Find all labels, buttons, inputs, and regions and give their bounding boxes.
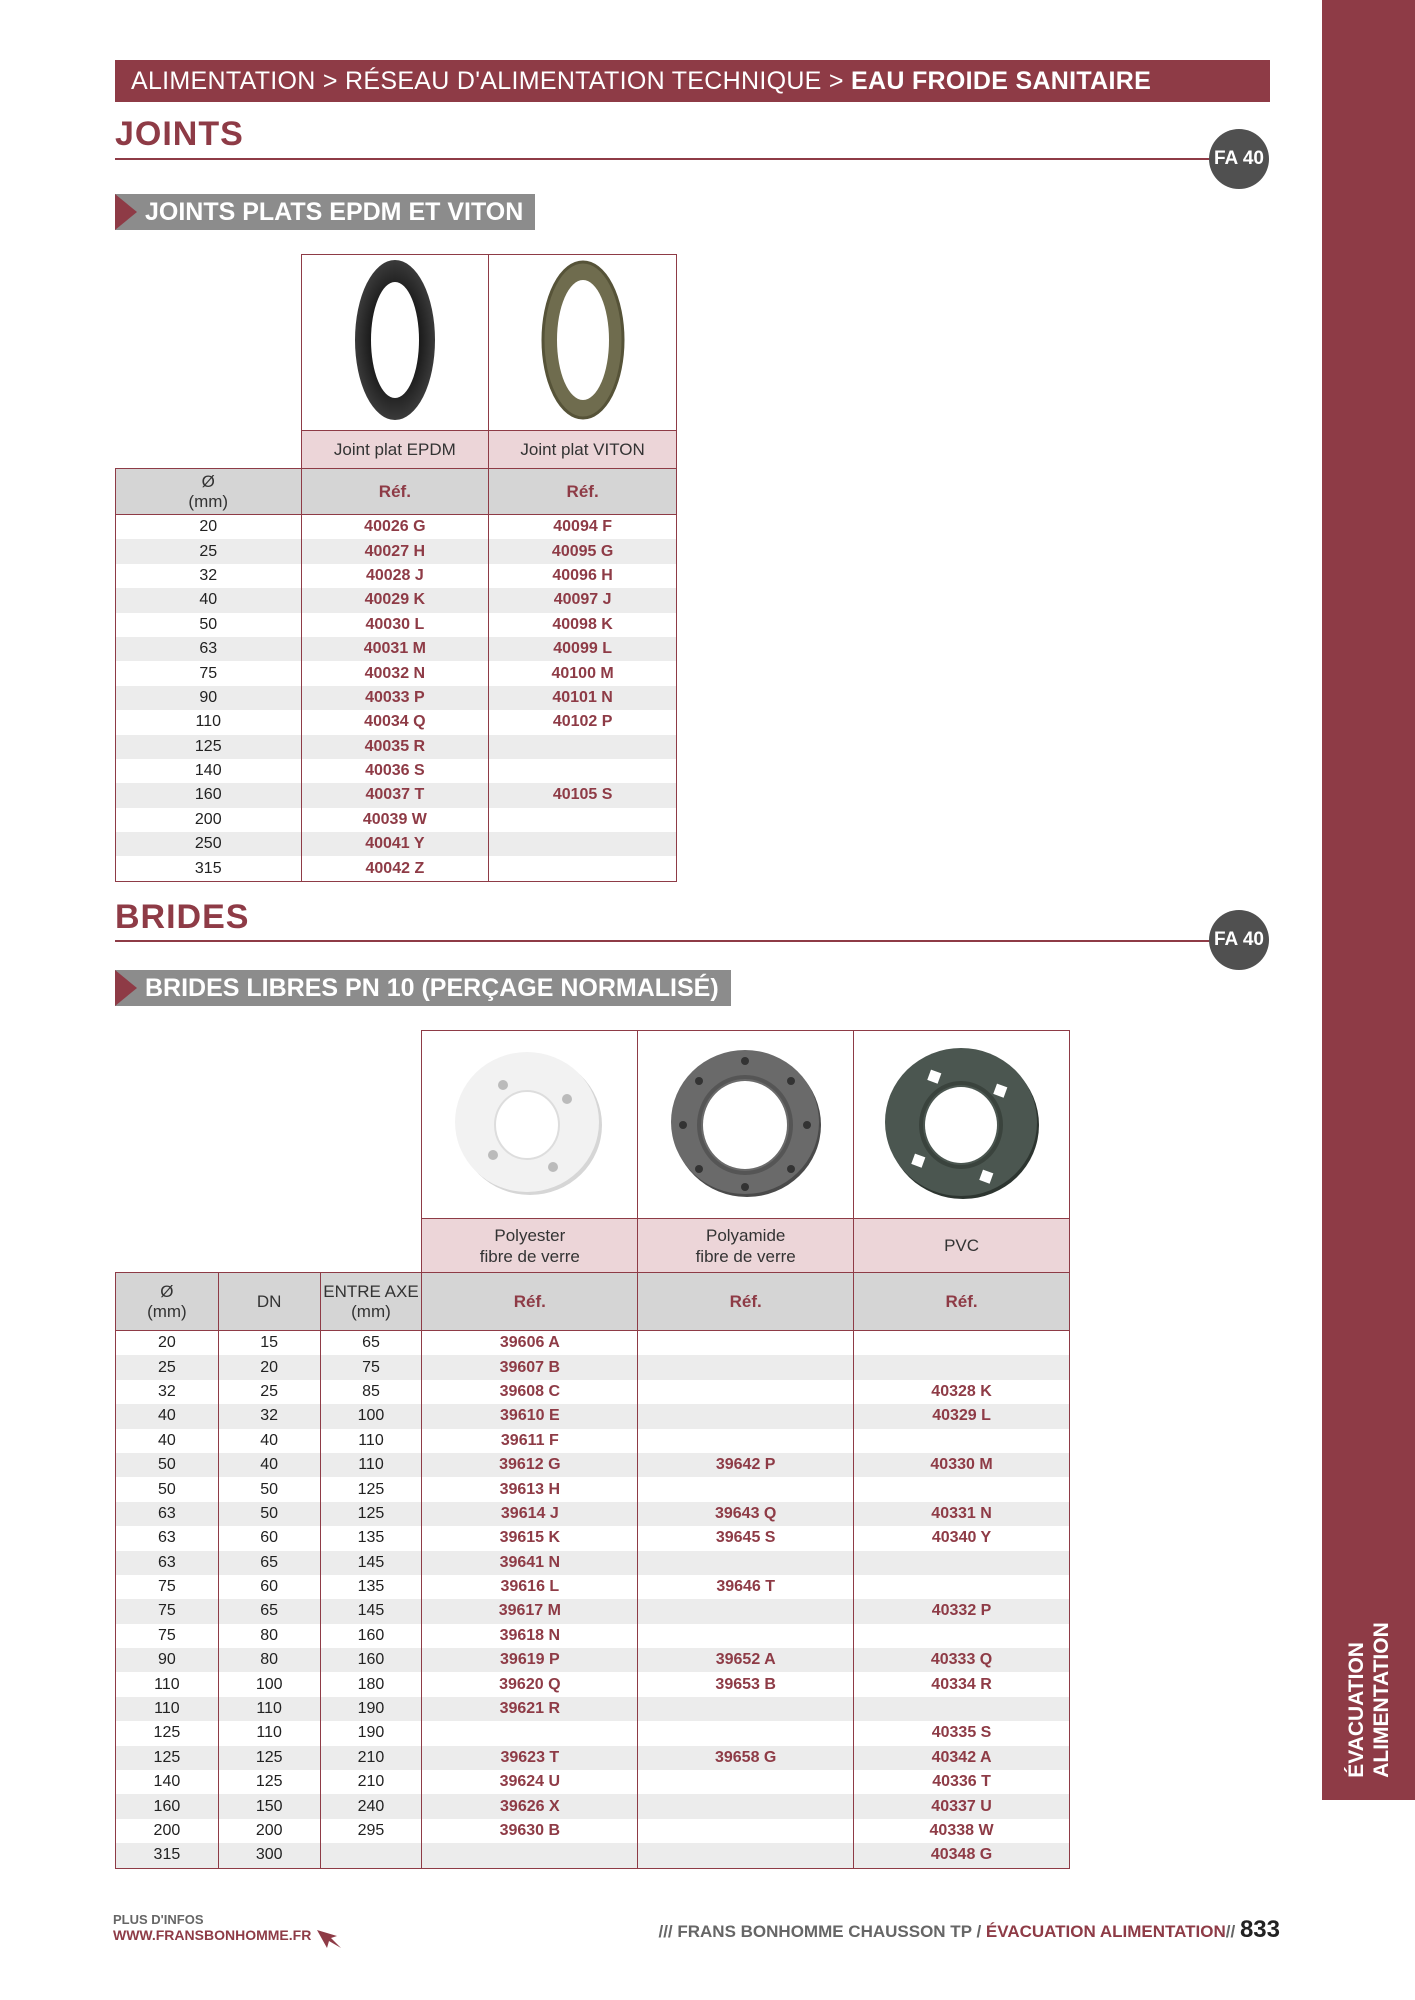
table-row [116, 1843, 1070, 1868]
table-row [116, 1551, 1070, 1575]
ref-cell [638, 1819, 854, 1843]
ref-cell: 40036 S [301, 759, 489, 783]
ref-cell: 39618 N [422, 1624, 638, 1648]
table-row [116, 856, 677, 881]
side-tab-label [1322, 1600, 1415, 1800]
value-cell: 40 [218, 1453, 320, 1477]
value-cell: 40 [116, 1429, 219, 1453]
table-row [116, 515, 677, 540]
ref-cell [854, 1697, 1070, 1721]
ref-cell [638, 1477, 854, 1501]
ref-cell: 40098 K [489, 613, 677, 637]
ref-cell: 40041 Y [301, 832, 489, 856]
section-divider [115, 158, 1225, 160]
value-cell: 125 [320, 1502, 422, 1526]
breadcrumb-path: ALIMENTATION > RÉSEAU D'ALIMENTATION TECHNIQUE > [131, 67, 852, 95]
value-cell: 135 [320, 1575, 422, 1599]
ref-cell: 40097 J [489, 588, 677, 612]
ref-cell: 40102 P [489, 710, 677, 734]
col-header-entraxe: ENTRE AXE (mm) [320, 1273, 422, 1331]
value-cell: 125 [116, 1746, 219, 1770]
col-header-diameter: Ø (mm) [116, 469, 302, 515]
product-image-pvc [854, 1031, 1070, 1219]
product-image-viton [489, 255, 677, 431]
value-cell: 75 [116, 661, 302, 685]
ref-cell [489, 856, 677, 881]
ref-cell [489, 759, 677, 783]
value-cell: 40 [116, 588, 302, 612]
table-row [116, 1697, 1070, 1721]
value-cell: 135 [320, 1526, 422, 1550]
value-cell: 160 [116, 783, 302, 807]
ref-cell: 40037 T [301, 783, 489, 807]
section-title-brides: BRIDES [115, 898, 250, 936]
ref-cell: 40328 K [854, 1380, 1070, 1404]
table-row [116, 1477, 1070, 1501]
value-cell: 63 [116, 1551, 219, 1575]
value-cell: 190 [320, 1721, 422, 1745]
value-cell: 100 [218, 1672, 320, 1696]
table-row [116, 783, 677, 807]
value-cell: 110 [116, 1672, 219, 1696]
table-row [116, 1648, 1070, 1672]
breadcrumb-current: EAU FROIDE SANITAIRE [851, 67, 1152, 95]
ref-cell [854, 1551, 1070, 1575]
ref-cell: 40031 M [301, 637, 489, 661]
value-cell: 65 [218, 1551, 320, 1575]
ref-cell: 39613 H [422, 1477, 638, 1501]
ref-cell: 40039 W [301, 808, 489, 832]
table-row [116, 1721, 1070, 1745]
product-label-polyester: Polyester fibre de verre [422, 1219, 638, 1273]
ref-cell: 39621 R [422, 1697, 638, 1721]
ref-cell [854, 1477, 1070, 1501]
ref-cell: 39646 T [638, 1575, 854, 1599]
breadcrumb [115, 60, 1270, 102]
product-image-polyester [422, 1031, 638, 1219]
value-cell: 210 [320, 1746, 422, 1770]
value-cell: 140 [116, 759, 302, 783]
value-cell: 125 [116, 1721, 219, 1745]
table-row [116, 1624, 1070, 1648]
table-row [116, 588, 677, 612]
value-cell: 40 [218, 1429, 320, 1453]
value-cell: 63 [116, 1502, 219, 1526]
value-cell: 110 [218, 1697, 320, 1721]
ref-cell [489, 832, 677, 856]
table-row [116, 1404, 1070, 1428]
value-cell: 40 [116, 1404, 219, 1428]
ref-cell: 39619 P [422, 1648, 638, 1672]
value-cell: 25 [116, 539, 302, 563]
ref-cell: 39607 B [422, 1355, 638, 1379]
ref-cell [854, 1331, 1070, 1356]
ref-cell: 40330 M [854, 1453, 1070, 1477]
footer-category: ÉVACUATION ALIMENTATION [985, 1922, 1226, 1941]
table-row [116, 808, 677, 832]
cursor-arrow-icon [315, 1928, 343, 1950]
ref-cell: 39611 F [422, 1429, 638, 1453]
ref-cell: 39643 Q [638, 1502, 854, 1526]
table-row [116, 832, 677, 856]
ref-cell [422, 1843, 638, 1868]
product-image-polyamide [638, 1031, 854, 1219]
value-cell: 145 [320, 1551, 422, 1575]
value-cell: 145 [320, 1599, 422, 1623]
ref-cell: 40035 R [301, 735, 489, 759]
ref-cell: 39616 L [422, 1575, 638, 1599]
col-header-ref: Réf. [638, 1273, 854, 1331]
ref-cell: 40105 S [489, 783, 677, 807]
col-header-ref: Réf. [489, 469, 677, 515]
product-image-epdm [301, 255, 489, 431]
table-row [116, 1575, 1070, 1599]
viton-ring-image [528, 255, 638, 425]
side-tab-line1: ÉVACUATION [1344, 1642, 1368, 1778]
value-cell: 250 [116, 832, 302, 856]
value-cell: 100 [320, 1404, 422, 1428]
table-row [116, 564, 677, 588]
product-label-epdm: Joint plat EPDM [301, 431, 489, 469]
value-cell: 75 [116, 1624, 219, 1648]
ref-cell [638, 1770, 854, 1794]
value-cell: 210 [320, 1770, 422, 1794]
value-cell: 125 [320, 1477, 422, 1501]
table-row [116, 1526, 1070, 1550]
value-cell: 85 [320, 1380, 422, 1404]
table-row [116, 686, 677, 710]
table-row [116, 1429, 1070, 1453]
ref-cell: 40030 L [301, 613, 489, 637]
table-row [116, 710, 677, 734]
ref-cell: 40027 H [301, 539, 489, 563]
value-cell: 60 [218, 1526, 320, 1550]
ref-cell: 39653 B [638, 1672, 854, 1696]
ref-cell: 40033 P [301, 686, 489, 710]
table-row [116, 1599, 1070, 1623]
product-label-polyamide: Polyamide fibre de verre [638, 1219, 854, 1273]
value-cell: 150 [218, 1794, 320, 1818]
ref-cell: 40338 W [854, 1819, 1070, 1843]
ref-cell: 40100 M [489, 661, 677, 685]
ref-cell: 40348 G [854, 1843, 1070, 1868]
footer-page-info: /// FRANS BONHOMME CHAUSSON TP / ÉVACUATION ALIMENTATION// 833 [658, 1916, 1280, 1943]
value-cell: 110 [320, 1429, 422, 1453]
ref-cell: 40099 L [489, 637, 677, 661]
value-cell: 300 [218, 1843, 320, 1868]
value-cell: 63 [116, 637, 302, 661]
ref-cell [854, 1355, 1070, 1379]
ref-cell [854, 1429, 1070, 1453]
value-cell: 125 [218, 1770, 320, 1794]
pvc-flange-image [877, 1037, 1047, 1207]
ref-cell: 40332 P [854, 1599, 1070, 1623]
ref-cell: 40026 G [301, 515, 489, 540]
ref-cell: 40095 G [489, 539, 677, 563]
value-cell: 315 [116, 1843, 219, 1868]
table-row [116, 1794, 1070, 1818]
epdm-ring-image [340, 255, 450, 425]
ref-cell: 39612 G [422, 1453, 638, 1477]
ref-cell: 39610 E [422, 1404, 638, 1428]
value-cell: 20 [116, 515, 302, 540]
col-header-ref: Réf. [854, 1273, 1070, 1331]
ref-cell: 40342 A [854, 1746, 1070, 1770]
fa-badge-joints: FA 40 [1209, 129, 1269, 189]
value-cell: 50 [116, 1453, 219, 1477]
col-header-diameter: Ø (mm) [116, 1273, 219, 1331]
value-cell: 63 [116, 1526, 219, 1550]
value-cell: 20 [218, 1355, 320, 1379]
value-cell: 75 [116, 1599, 219, 1623]
value-cell: 160 [116, 1794, 219, 1818]
col-header-ref: Réf. [301, 469, 489, 515]
value-cell: 32 [116, 564, 302, 588]
value-cell [320, 1843, 422, 1868]
section-title-joints: JOINTS [115, 115, 244, 153]
value-cell: 25 [218, 1380, 320, 1404]
value-cell: 50 [116, 1477, 219, 1501]
side-tab-line2: ALIMENTATION [1369, 1622, 1393, 1778]
table-row [116, 1746, 1070, 1770]
value-cell: 60 [218, 1575, 320, 1599]
value-cell: 65 [218, 1599, 320, 1623]
subtitle-brides-libres: BRIDES LIBRES PN 10 (PERÇAGE NORMALISÉ) [115, 970, 731, 1006]
subtitle-joints-plats: JOINTS PLATS EPDM ET VITON [115, 194, 535, 230]
ref-cell [638, 1599, 854, 1623]
value-cell: 20 [116, 1331, 219, 1356]
ref-cell: 40094 F [489, 515, 677, 540]
ref-cell: 39626 X [422, 1794, 638, 1818]
page-number: 833 [1239, 1916, 1280, 1943]
table-row [116, 1672, 1070, 1696]
value-cell: 160 [320, 1648, 422, 1672]
value-cell: 315 [116, 856, 302, 881]
ref-cell [638, 1331, 854, 1356]
ref-cell [638, 1794, 854, 1818]
table-row [116, 539, 677, 563]
value-cell: 110 [116, 1697, 219, 1721]
value-cell: 160 [320, 1624, 422, 1648]
value-cell: 50 [218, 1502, 320, 1526]
table-row [116, 759, 677, 783]
table-row [116, 1453, 1070, 1477]
ref-cell [489, 808, 677, 832]
value-cell: 50 [116, 613, 302, 637]
ref-cell: 40334 R [854, 1672, 1070, 1696]
ref-cell: 40032 N [301, 661, 489, 685]
value-cell: 200 [218, 1819, 320, 1843]
table-row [116, 735, 677, 759]
value-cell: 125 [218, 1746, 320, 1770]
value-cell: 140 [116, 1770, 219, 1794]
value-cell: 75 [320, 1355, 422, 1379]
joints-table [115, 254, 677, 882]
value-cell: 75 [116, 1575, 219, 1599]
value-cell: 110 [320, 1453, 422, 1477]
more-info-label: PLUS D'INFOS [113, 1912, 204, 1927]
value-cell: 180 [320, 1672, 422, 1696]
value-cell: 110 [116, 710, 302, 734]
ref-cell [854, 1575, 1070, 1599]
table-row [116, 1331, 1070, 1356]
col-header-ref: Réf. [422, 1273, 638, 1331]
footer-more-info [113, 1912, 343, 1950]
value-cell: 32 [116, 1380, 219, 1404]
ref-cell: 40331 N [854, 1502, 1070, 1526]
ref-cell: 39652 A [638, 1648, 854, 1672]
ref-cell: 40340 Y [854, 1526, 1070, 1550]
ref-cell: 40034 Q [301, 710, 489, 734]
ref-cell: 39615 K [422, 1526, 638, 1550]
value-cell: 295 [320, 1819, 422, 1843]
table-row [116, 637, 677, 661]
ref-cell [489, 735, 677, 759]
ref-cell: 40333 Q [854, 1648, 1070, 1672]
ref-cell [854, 1624, 1070, 1648]
ref-cell: 39642 P [638, 1453, 854, 1477]
ref-cell: 39617 M [422, 1599, 638, 1623]
table-row [116, 1770, 1070, 1794]
table-row [116, 613, 677, 637]
value-cell: 110 [218, 1721, 320, 1745]
polyamide-flange-image [661, 1037, 831, 1207]
ref-cell [638, 1843, 854, 1868]
value-cell: 50 [218, 1477, 320, 1501]
arrow-marker-icon [115, 194, 137, 230]
ref-cell: 40101 N [489, 686, 677, 710]
side-tab [1322, 0, 1415, 1800]
ref-cell: 40029 K [301, 588, 489, 612]
ref-cell [638, 1551, 854, 1575]
ref-cell: 39641 N [422, 1551, 638, 1575]
table-row [116, 1819, 1070, 1843]
table-row [116, 661, 677, 685]
section-divider [115, 940, 1225, 942]
arrow-marker-icon [115, 970, 137, 1006]
ref-cell: 40329 L [854, 1404, 1070, 1428]
value-cell: 240 [320, 1794, 422, 1818]
ref-cell: 40042 Z [301, 856, 489, 881]
value-cell: 80 [218, 1648, 320, 1672]
table-row [116, 1355, 1070, 1379]
ref-cell: 40335 S [854, 1721, 1070, 1745]
ref-cell: 40028 J [301, 564, 489, 588]
value-cell: 125 [116, 735, 302, 759]
ref-cell [638, 1404, 854, 1428]
ref-cell: 39614 J [422, 1502, 638, 1526]
ref-cell: 39624 U [422, 1770, 638, 1794]
value-cell: 90 [116, 1648, 219, 1672]
table-row [116, 1380, 1070, 1404]
ref-cell: 39620 Q [422, 1672, 638, 1696]
ref-cell: 39658 G [638, 1746, 854, 1770]
value-cell: 32 [218, 1404, 320, 1428]
value-cell: 15 [218, 1331, 320, 1356]
ref-cell: 40336 T [854, 1770, 1070, 1794]
ref-cell: 39608 C [422, 1380, 638, 1404]
ref-cell [638, 1721, 854, 1745]
ref-cell [422, 1721, 638, 1745]
value-cell: 80 [218, 1624, 320, 1648]
value-cell: 200 [116, 808, 302, 832]
ref-cell [638, 1380, 854, 1404]
polyester-flange-image [445, 1037, 615, 1207]
table-row [116, 1502, 1070, 1526]
brides-table [115, 1030, 1070, 1869]
website-link[interactable]: WWW.FRANSBONHOMME.FR [113, 1927, 343, 1950]
ref-cell: 39606 A [422, 1331, 638, 1356]
ref-cell [638, 1624, 854, 1648]
ref-cell [638, 1355, 854, 1379]
ref-cell: 40096 H [489, 564, 677, 588]
ref-cell: 39645 S [638, 1526, 854, 1550]
ref-cell: 39630 B [422, 1819, 638, 1843]
ref-cell: 39623 T [422, 1746, 638, 1770]
value-cell: 90 [116, 686, 302, 710]
col-header-dn: DN [218, 1273, 320, 1331]
value-cell: 65 [320, 1331, 422, 1356]
footer-company: /// FRANS BONHOMME CHAUSSON TP / [658, 1922, 986, 1941]
ref-cell: 40337 U [854, 1794, 1070, 1818]
value-cell: 190 [320, 1697, 422, 1721]
ref-cell [638, 1697, 854, 1721]
product-label-pvc: PVC [854, 1219, 1070, 1273]
value-cell: 25 [116, 1355, 219, 1379]
product-label-viton: Joint plat VITON [489, 431, 677, 469]
value-cell: 200 [116, 1819, 219, 1843]
ref-cell [638, 1429, 854, 1453]
fa-badge-brides: FA 40 [1209, 910, 1269, 970]
